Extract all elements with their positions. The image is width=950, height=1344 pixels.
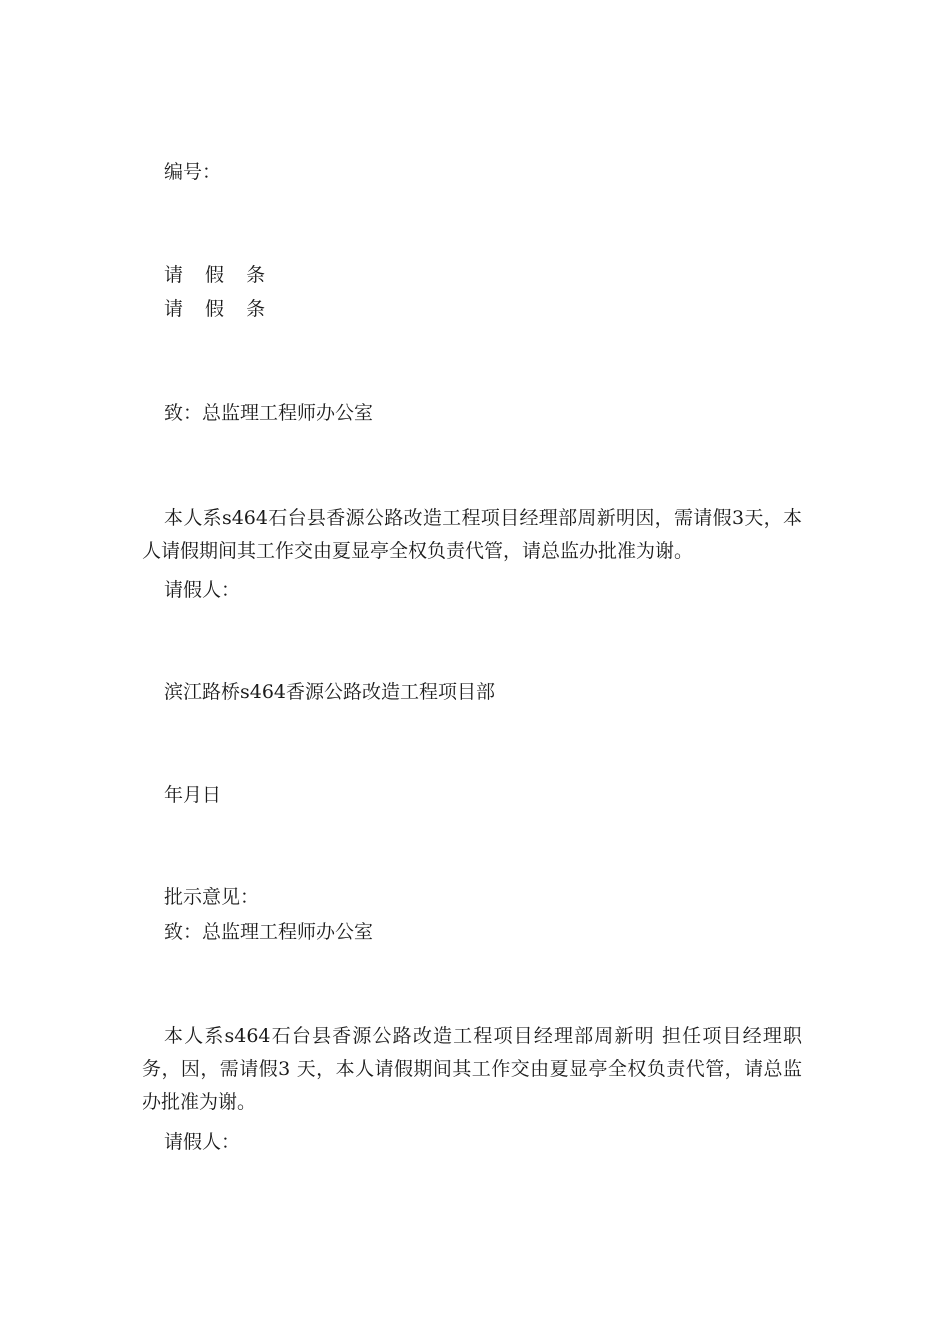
recipient-line: 致：总监理工程师办公室 [164, 402, 374, 424]
approval-label: 批示意见： [164, 886, 260, 908]
organization-name: 滨江路桥s464香源公路改造工程项目部 [164, 681, 496, 703]
number-label: 编号： [164, 161, 222, 183]
applicant-label-second: 请假人： [164, 1131, 241, 1153]
document-title: 请 假 条 [164, 264, 274, 286]
leave-request-body-second: 本人系s464石台县香源公路改造工程项目经理部周新明 担任项目经理职务，因，需请假3 天，本人请假期间其工作交由夏显亭全权负责代管，请总监办批准为谢。 [142, 1025, 802, 1113]
leave-request-body: 本人系s464石台县香源公路改造工程项目经理部周新明因，需请假3天，本人请假期间其工作交由夏显亭全权负责代管，请总监办批准为谢。 [142, 507, 802, 562]
recipient-line-second: 致：总监理工程师办公室 [164, 921, 374, 943]
date-label: 年月日 [164, 784, 222, 806]
document-title-repeat: 请 假 条 [164, 298, 274, 320]
applicant-label: 请假人： [164, 579, 241, 601]
